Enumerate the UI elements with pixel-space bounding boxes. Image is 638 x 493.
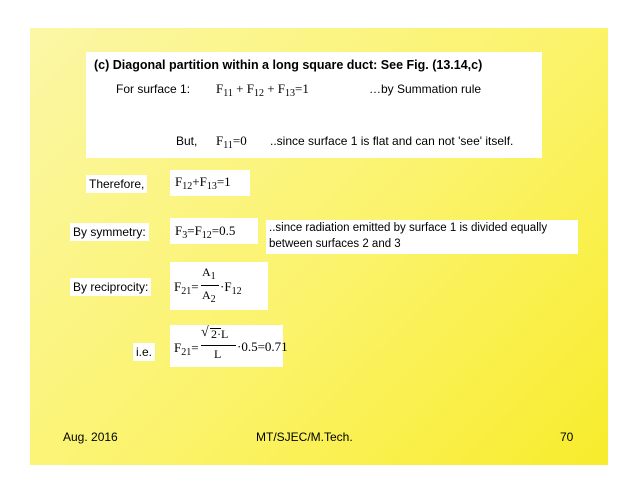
page-number: 70 bbox=[560, 430, 574, 444]
ie-denominator: L bbox=[214, 347, 222, 361]
intro-box bbox=[86, 52, 542, 158]
ie-label: i.e. bbox=[133, 343, 155, 361]
self-view-equation: $F_{11}=0$ bbox=[216, 133, 247, 151]
but-label: But, bbox=[176, 134, 198, 148]
reciprocity-rhs: $\cdot F_{12}$ bbox=[220, 279, 242, 297]
footer-date: Aug. 2016 bbox=[63, 430, 118, 444]
ie-equation-box bbox=[170, 325, 288, 367]
symmetry-note-box bbox=[266, 220, 578, 254]
ie-numerator: 2·L bbox=[211, 327, 229, 341]
reciprocity-denominator: $A_2$ bbox=[202, 288, 216, 305]
therefore-equation-box bbox=[170, 170, 250, 196]
reciprocity-label: By reciprocity: bbox=[70, 278, 151, 296]
summation-equation: $F_{11} + F_{12} + F_{13}=1$ bbox=[216, 81, 309, 99]
symmetry-note-line2: between surfaces 2 and 3 bbox=[269, 238, 401, 250]
ie-fraction-bar bbox=[201, 345, 236, 346]
summation-label: For surface 1: bbox=[116, 82, 191, 96]
symmetry-equation-box bbox=[170, 218, 258, 244]
sqrt-icon: √ bbox=[201, 325, 209, 340]
footer-center: MT/SJEC/M.Tech. bbox=[256, 430, 353, 444]
symmetry-label: By symmetry: bbox=[70, 223, 149, 241]
intro-title: (c) Diagonal partition within a long square duct: See Fig. (13.14,c) bbox=[94, 58, 483, 72]
therefore-label: Therefore, bbox=[86, 175, 147, 193]
symmetry-equation: $F_3=F_{12}=0.5$ bbox=[175, 223, 236, 241]
ie-rhs: ·0.5=0.71 bbox=[237, 339, 288, 354]
reciprocity-numerator: $A_1$ bbox=[202, 265, 216, 282]
summation-note: …by Summation rule bbox=[369, 82, 482, 96]
reciprocity-fraction-bar bbox=[201, 285, 219, 286]
reciprocity-lhs: $F_{21}=$ bbox=[174, 279, 199, 297]
ie-lhs: $F_{21}=$ bbox=[174, 340, 199, 358]
reciprocity-equation-box bbox=[170, 262, 268, 310]
slide bbox=[30, 28, 608, 465]
symmetry-note-line1: ..since radiation emitted by surface 1 is divided equally bbox=[269, 222, 548, 234]
self-view-note: ..since surface 1 is flat and can not 'see' itself. bbox=[270, 134, 514, 148]
therefore-equation: $F_{12}+F_{13}=1$ bbox=[175, 174, 231, 192]
